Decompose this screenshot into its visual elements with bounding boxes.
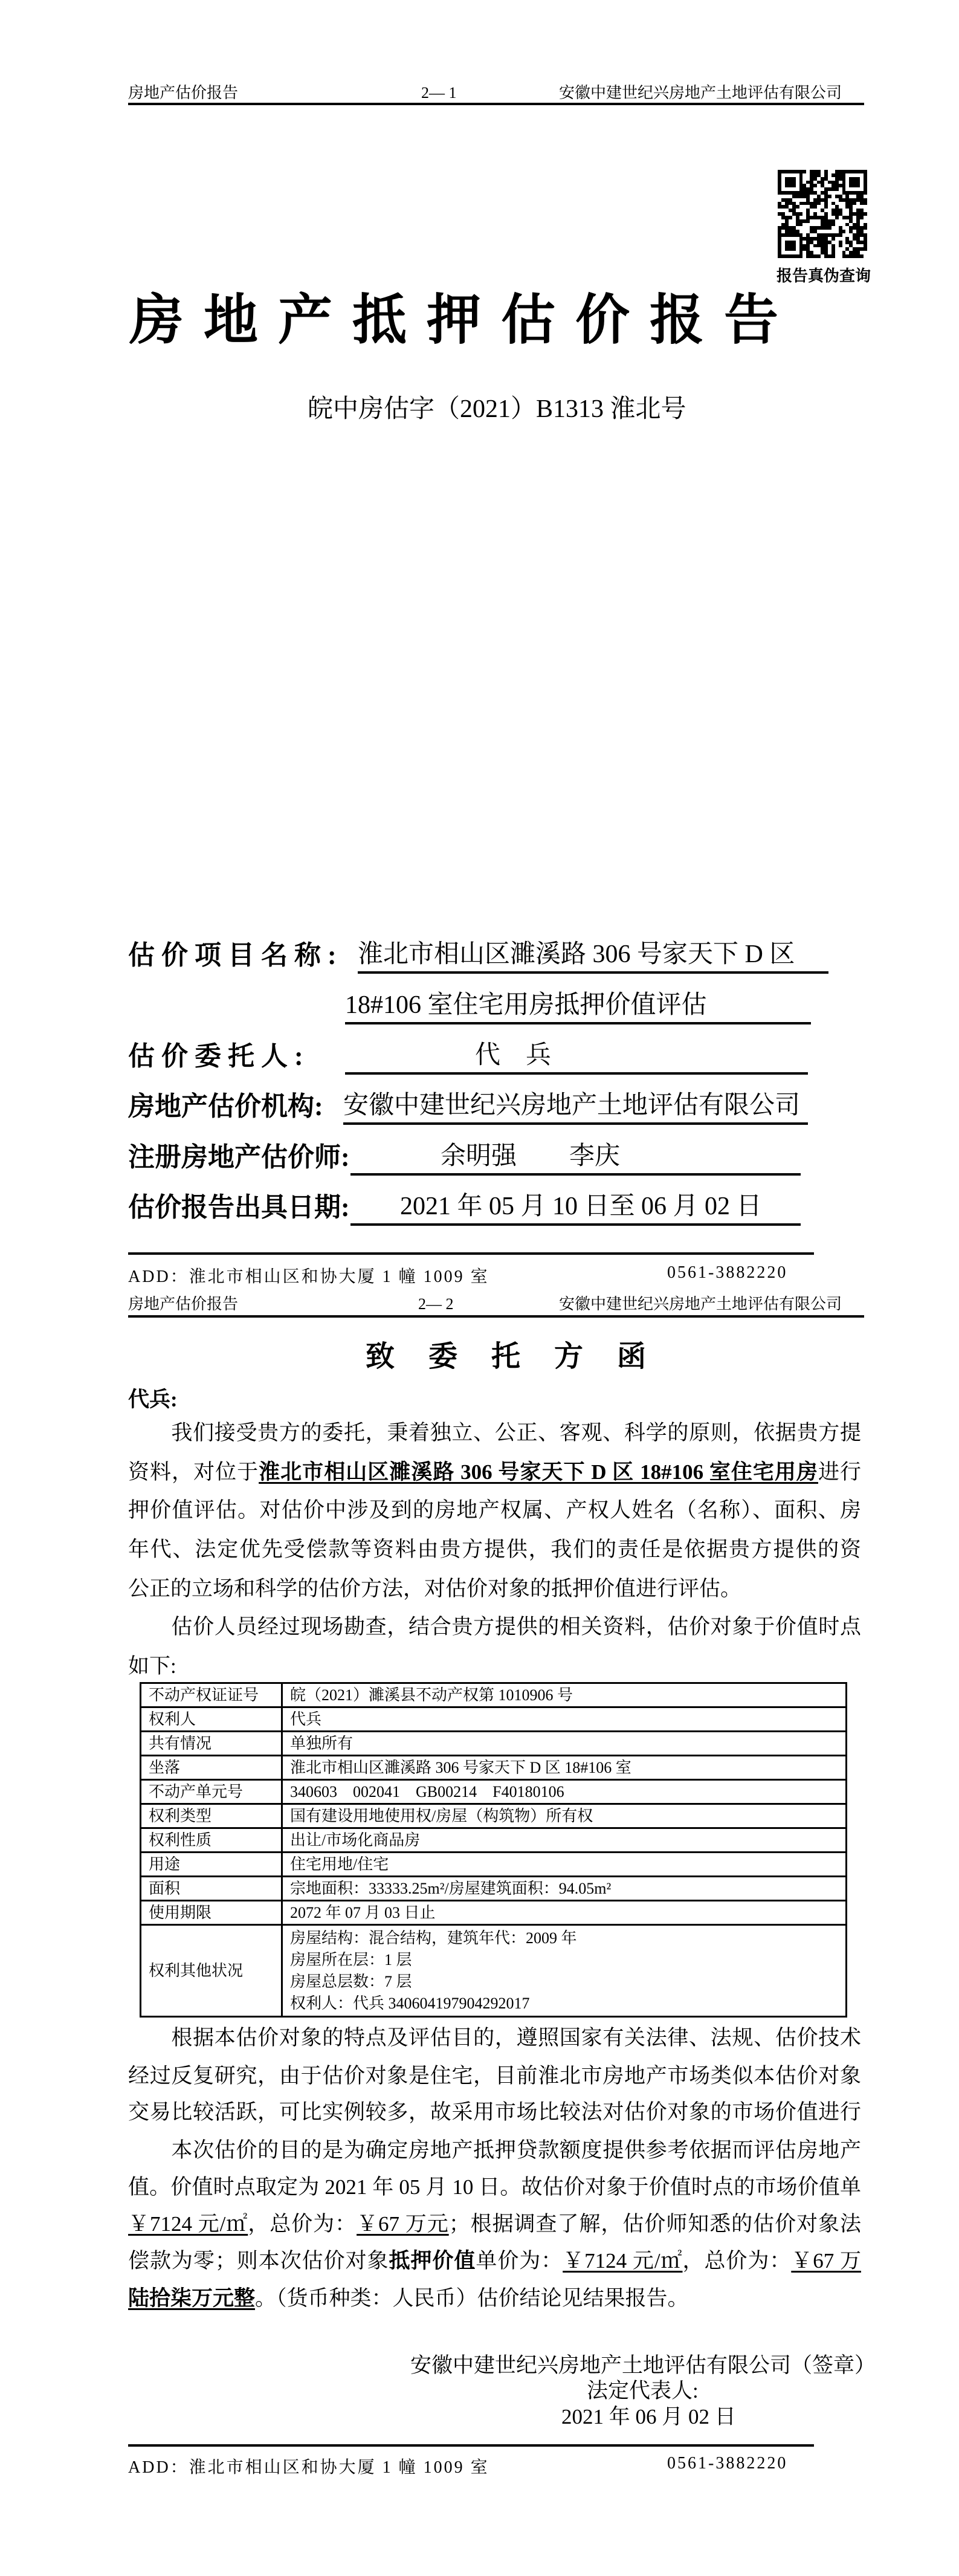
row-value <box>282 1756 847 1780</box>
footer-address: ADD：淮北市相山区和协大厦 1 幢 1009 室 <box>128 2458 489 2477</box>
paragraph-line <box>128 1418 861 1448</box>
signature-date: 2021 年 06 月 02 日 <box>561 2405 736 2429</box>
row-value <box>282 1732 847 1756</box>
table-row <box>141 1925 847 2017</box>
row-label: 不动产权证证号 <box>141 1683 282 1707</box>
value-line: 单独所有 <box>290 1734 354 1752</box>
row-label: 权利其他状况 <box>141 1925 282 2017</box>
text-segment: 押价值评估。对估价中涉及到的房地产权属、产权人姓名（名称）、面积、房 <box>128 1498 861 1522</box>
row-value <box>282 1780 847 1804</box>
report-title: 房地产抵押估价报告 <box>129 291 798 351</box>
text-segment: ；根据调查了解，估价师知悉的估价对象法 <box>448 2212 861 2236</box>
footer-divider <box>128 2444 814 2447</box>
row-label: 不动产单元号 <box>141 1780 282 1804</box>
paragraph-line <box>128 2283 861 2314</box>
value-line: 出让/市场化商品房 <box>290 1831 421 1849</box>
date-value <box>350 1189 801 1226</box>
underlined-text: 陆拾柒万元整 <box>128 2286 256 2310</box>
project-label: 估 价 项 目 名 称 : <box>128 940 337 970</box>
salutation: 代兵: <box>128 1388 178 1411</box>
project-name-1: 淮北市相山区濉溪路 306 号家天下 D 区 <box>358 940 795 968</box>
client-value <box>345 1038 808 1075</box>
header-doc-title: 房地产估价报告 <box>128 84 239 102</box>
row-label: 权利性质 <box>141 1828 282 1853</box>
table-row <box>141 1707 847 1732</box>
value-line: 340603 002041 GB00214 F40180106 <box>290 1782 564 1801</box>
appraiser-value <box>350 1139 801 1176</box>
table-row <box>141 1683 847 1707</box>
report-number: 皖中房估字（2021）B1313 淮北号 <box>308 395 686 423</box>
value-line: 房屋所在层：1 层 <box>290 1950 412 1969</box>
underlined-text: 淮北市相山区濉溪路 306 号家天下 D 区 18#106 室住宅用房 <box>259 1460 818 1484</box>
text-segment: 值。价值时点取定为 2021 年 05 月 10 日。故估价对象于价值时点的市场价值单 <box>128 2175 861 2199</box>
paragraph-line <box>128 1574 861 1604</box>
text-segment: 经过反复研究，由于估价对象是住宅，目前淮北市房地产市场类似本估价对象 <box>128 2064 861 2088</box>
paragraph-line <box>128 1457 861 1487</box>
footer-address: ADD：淮北市相山区和协大厦 1 幢 1009 室 <box>128 1267 489 1286</box>
value-line: 房屋结构：混合结构，建筑年代：2009 年 <box>290 1929 577 1947</box>
letter-title: 致 委 托 方 函 <box>366 1341 649 1373</box>
table-row <box>141 1877 847 1901</box>
agency-value <box>343 1089 808 1125</box>
value-line: 代兵 <box>290 1710 322 1728</box>
row-value <box>282 1828 847 1853</box>
text-segment: 单价为： <box>476 2249 563 2273</box>
text-segment: 年代、法定优先受偿款等资料由贵方提供，我们的责任是依据贵方提供的资 <box>128 1538 861 1561</box>
row-label: 用途 <box>141 1853 282 1877</box>
value-line: 皖（2021）濉溪县不动产权第 1010906 号 <box>290 1686 573 1704</box>
text-segment: 交易比较活跃，可比实例较多，故采用市场比较法对估价对象的市场价值进行 <box>128 2100 861 2124</box>
underlined-text: ￥67 万 <box>791 2249 861 2273</box>
page-number: 2— 1 <box>421 84 457 102</box>
paragraph-line <box>128 2023 861 2053</box>
table-row <box>141 1732 847 1756</box>
report-date: 2021 年 05 月 10 日至 06 月 02 日 <box>400 1193 762 1220</box>
table-row <box>141 1853 847 1877</box>
footer-phone: 0561-3882220 <box>667 2454 788 2473</box>
project-name-2: 18#106 室住宅用房抵押价值评估 <box>345 991 707 1019</box>
text-segment: ，总价为： <box>248 2212 357 2236</box>
paragraph-line <box>128 2246 861 2276</box>
table-row <box>141 1780 847 1804</box>
paragraph-line <box>128 1651 861 1681</box>
text-segment: 本次估价的目的是为确定房地产抵押贷款额度提供参考依据而评估房地产 <box>171 2138 861 2162</box>
text-segment: 。（货币种类：人民币）估价结论见结果报告。 <box>255 2286 689 2310</box>
value-line: 国有建设用地使用权/房屋（构筑物）所有权 <box>290 1807 593 1825</box>
header-divider <box>128 103 864 105</box>
row-value <box>282 1683 847 1707</box>
row-value <box>282 1901 847 1925</box>
row-value <box>282 1925 847 2017</box>
text-segment: 抵押价值 <box>389 2249 476 2273</box>
agency-name: 安徽中建世纪兴房地产土地评估有限公司 <box>343 1092 801 1119</box>
underlined-text: ￥67 万元 <box>357 2212 449 2236</box>
row-label: 面积 <box>141 1877 282 1901</box>
header-company: 安徽中建世纪兴房地产土地评估有限公司 <box>559 1295 842 1313</box>
row-label: 权利类型 <box>141 1804 282 1828</box>
value-line: 宗地面积：33333.25m²/房屋建筑面积：94.05m² <box>290 1879 612 1897</box>
row-value <box>282 1877 847 1901</box>
paragraph-line <box>128 1495 861 1526</box>
text-segment: 如下: <box>128 1654 176 1678</box>
appraiser-1: 余明强 <box>441 1142 517 1170</box>
client-name: 代 兵 <box>475 1041 552 1069</box>
row-label: 坐落 <box>141 1756 282 1780</box>
header-company: 安徽中建世纪兴房地产土地评估有限公司 <box>559 84 842 102</box>
paragraph-line <box>128 2209 861 2239</box>
paragraph-line <box>128 2097 861 2128</box>
legal-representative: 法定代表人: <box>587 2379 699 2403</box>
text-segment: 进行 <box>818 1460 861 1484</box>
value-line: 房屋总层数：7 层 <box>290 1972 412 1990</box>
header-doc-title: 房地产估价报告 <box>128 1295 239 1313</box>
footer-phone: 0561-3882220 <box>667 1263 788 1282</box>
value-line: 权利人：代兵 340604197904292017 <box>290 1994 530 2012</box>
text-segment: 偿款为零；则本次估价对象 <box>128 2249 389 2273</box>
client-label: 估 价 委 托 人 : <box>128 1041 303 1071</box>
date-label: 估价报告出具日期: <box>128 1193 350 1222</box>
row-label: 权利人 <box>141 1707 282 1732</box>
row-label: 使用期限 <box>141 1901 282 1925</box>
signature-company: 安徽中建世纪兴房地产土地评估有限公司（签章） <box>410 2354 876 2377</box>
value-line: 2072 年 07 月 03 日止 <box>290 1903 436 1921</box>
text-segment: 资料，对位于 <box>128 1460 259 1484</box>
text-segment: 公正的立场和科学的估价方法，对估价对象的抵押价值进行评估。 <box>128 1577 742 1600</box>
appraiser-label: 注册房地产估价师: <box>128 1142 350 1172</box>
paragraph-line <box>128 2061 861 2091</box>
row-value <box>282 1707 847 1732</box>
row-value <box>282 1804 847 1828</box>
text-segment: 估价人员经过现场勘查，结合贵方提供的相关资料，估价对象于价值时点 <box>171 1615 861 1639</box>
table-row <box>141 1756 847 1780</box>
text-segment: 我们接受贵方的委托，秉着独立、公正、客观、科学的原则，依据贵方提 <box>171 1421 861 1445</box>
header-divider <box>128 1315 864 1318</box>
value-line: 住宅用地/住宅 <box>290 1855 389 1873</box>
row-value <box>282 1853 847 1877</box>
appraiser-2: 李庆 <box>569 1142 621 1170</box>
qr-code-icon[interactable] <box>778 170 867 258</box>
footer-divider <box>128 1252 814 1255</box>
property-rights-table <box>140 1682 847 2018</box>
paragraph-line <box>128 1612 861 1642</box>
paragraph-line <box>128 2172 861 2202</box>
page-number: 2— 2 <box>418 1295 454 1313</box>
underlined-text: ￥7124 元/㎡ <box>563 2249 683 2273</box>
agency-label: 房地产估价机构: <box>128 1092 323 1121</box>
table-row <box>141 1901 847 1925</box>
project-value-line1 <box>358 937 828 974</box>
qr-label: 报告真伪查询 <box>777 267 871 285</box>
row-label: 共有情况 <box>141 1732 282 1756</box>
underlined-text: ￥7124 元/㎡ <box>128 2212 248 2236</box>
text-segment: 根据本估价对象的特点及评估目的，遵照国家有关法律、法规、估价技术 <box>171 2026 861 2050</box>
paragraph-line <box>128 1535 861 1565</box>
project-value-line2 <box>345 988 811 1024</box>
table-row <box>141 1804 847 1828</box>
paragraph-line <box>128 2135 861 2166</box>
value-line: 淮北市相山区濉溪路 306 号家天下 D 区 18#106 室 <box>290 1758 631 1776</box>
table-row <box>141 1828 847 1853</box>
text-segment: ，总价为： <box>682 2249 792 2273</box>
